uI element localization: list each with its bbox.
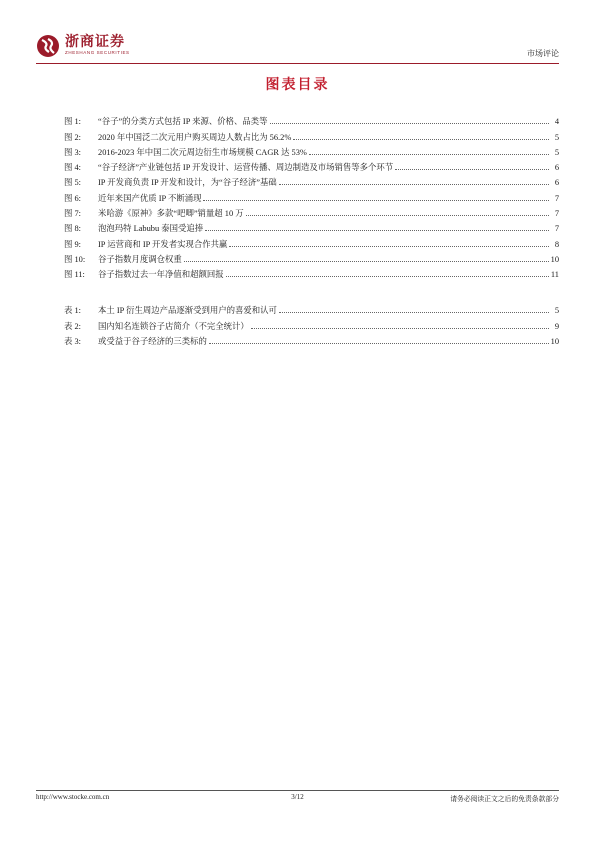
figure-toc-row[interactable] (64, 188, 559, 203)
dot-leader (226, 275, 549, 277)
dot-leader (279, 183, 549, 185)
dot-leader (246, 214, 549, 216)
page-header (36, 34, 559, 64)
toc-page-number: 6 (554, 178, 559, 188)
dot-leader (205, 229, 549, 231)
toc-entry-number: 图 6: (64, 193, 81, 203)
toc-entry-number: 图 5: (64, 178, 81, 188)
toc-entry-title: IP 开发商负责 IP 开发和设计，为“谷子经济”基础 (98, 178, 277, 188)
toc-entry-label (64, 321, 249, 332)
page-number: 3/12 (291, 793, 304, 801)
toc-entry-label (64, 305, 277, 316)
toc-entry-number: 表 3: (64, 336, 81, 346)
figure-toc-row[interactable] (64, 204, 559, 219)
page-title: 图表目录 (265, 77, 330, 93)
toc-entry-title: 2020 年中国泛二次元用户购买周边人数占比为 56.2% (98, 132, 292, 142)
dot-leader (203, 199, 549, 201)
toc-entry-number: 图 9: (64, 239, 81, 249)
table-toc-row[interactable] (64, 301, 559, 316)
toc-page-number: 5 (554, 306, 559, 316)
logo-name-en: ZHESHANG SECURITIES (65, 50, 130, 55)
figure-toc-row[interactable] (64, 265, 559, 280)
figure-toc-row[interactable] (64, 158, 559, 173)
toc-page-number: 7 (554, 224, 559, 234)
toc-entry-number: 图 10: (64, 254, 86, 264)
figure-toc-row[interactable] (64, 127, 559, 142)
toc-entry-label (64, 193, 201, 204)
toc-entry-number: 图 8: (64, 224, 81, 234)
figure-toc-row[interactable] (64, 112, 559, 127)
dot-leader (209, 342, 549, 344)
figure-toc-row[interactable] (64, 234, 559, 249)
toc-page-number: 5 (554, 132, 559, 142)
toc-entry-number: 图 3: (64, 147, 81, 157)
toc-entry-label (64, 223, 203, 234)
logo-mark-icon (36, 34, 60, 58)
toc-page-number: 9 (554, 321, 559, 331)
table-toc-row[interactable] (64, 316, 559, 331)
toc-entry-title: “谷子经济”产业链包括 IP 开发设计、运营传播、周边制造及市场销售等多个环节 (98, 163, 394, 173)
website-link[interactable]: http://www.stocke.com.cn (36, 793, 110, 801)
toc-entry-title: 谷子指数月度调仓权重 (98, 254, 182, 264)
header-divider (36, 63, 559, 64)
toc-entry-title: 2016-2023 年中国二次元周边衍生市场规模 CAGR 达 53% (98, 147, 307, 157)
figure-toc-row[interactable] (64, 173, 559, 188)
toc-entry-label (64, 177, 277, 188)
company-logo (36, 34, 130, 58)
toc-page-number: 6 (554, 163, 559, 173)
table-toc-row[interactable] (64, 332, 559, 347)
toc-entry-title: “谷子”的分类方式包括 IP 来源、价格、品类等 (98, 117, 268, 127)
toc-entry-label (64, 132, 291, 143)
toc-entry-number: 表 2: (64, 321, 81, 331)
dot-leader (395, 168, 549, 170)
disclaimer-note: 请务必阅读正文之后的免责条款部分 (450, 795, 559, 803)
dot-leader (293, 138, 549, 140)
toc-entry-title: IP 运营商和 IP 开发者实现合作共赢 (98, 239, 228, 249)
toc-page-number: 10 (550, 336, 559, 346)
toc-entry-title: 国内知名连锁谷子店简介（不完全统计） (98, 321, 249, 331)
toc-entry-number: 图 2: (64, 132, 81, 142)
figure-toc-row[interactable] (64, 250, 559, 265)
dot-leader (184, 260, 549, 262)
toc-entry-title: 米哈游《原神》多款“吧唧”销量超 10 万 (98, 209, 244, 219)
figure-toc-row[interactable] (64, 143, 559, 158)
toc-entry-label (64, 116, 268, 127)
toc-entry-title: 本土 IP 衍生周边产品逐渐受到用户的喜爱和认可 (98, 306, 277, 316)
toc-entry-number: 图 1: (64, 117, 81, 127)
report-type-label: 市场评论 (527, 49, 559, 58)
toc-page-number: 10 (550, 254, 559, 264)
toc-entry-label (64, 336, 207, 347)
dot-leader (270, 122, 549, 124)
toc-page-number: 4 (554, 117, 559, 127)
toc-page-number: 7 (554, 193, 559, 203)
toc-entry-label (64, 239, 227, 250)
footer-divider (36, 790, 559, 791)
toc-page-number: 5 (554, 147, 559, 157)
toc-entry-title: 近年来国产优质 IP 不断涌现 (98, 193, 202, 203)
toc-entry-title: 谷子指数过去一年净值和超额回报 (98, 270, 224, 280)
page-footer (36, 793, 559, 805)
figure-toc-row[interactable] (64, 219, 559, 234)
dot-leader (229, 245, 549, 247)
toc-entry-label (64, 162, 393, 173)
toc-entry-number: 图 7: (64, 209, 81, 219)
logo-name-cn: 浙商证券 (65, 34, 125, 50)
toc-entry-label (64, 208, 244, 219)
toc-page-number: 11 (550, 270, 559, 280)
toc-page-number: 7 (554, 209, 559, 219)
toc-page-number: 8 (554, 239, 559, 249)
dot-leader (279, 311, 549, 313)
toc-entry-label (64, 254, 182, 265)
dot-leader (309, 153, 549, 155)
toc-entry-number: 图 4: (64, 163, 81, 173)
table-list (64, 301, 559, 347)
toc-entry-number: 图 11: (64, 270, 85, 280)
toc-entry-number: 表 1: (64, 306, 81, 316)
toc-entry-title: 泡泡玛特 Labubu 泰国受追捧 (98, 224, 204, 234)
dot-leader (251, 327, 549, 329)
toc-entry-title: 或受益于谷子经济的三类标的 (98, 336, 207, 346)
toc-entry-label (64, 269, 224, 280)
toc-entry-label (64, 147, 307, 158)
figure-list (64, 112, 559, 280)
